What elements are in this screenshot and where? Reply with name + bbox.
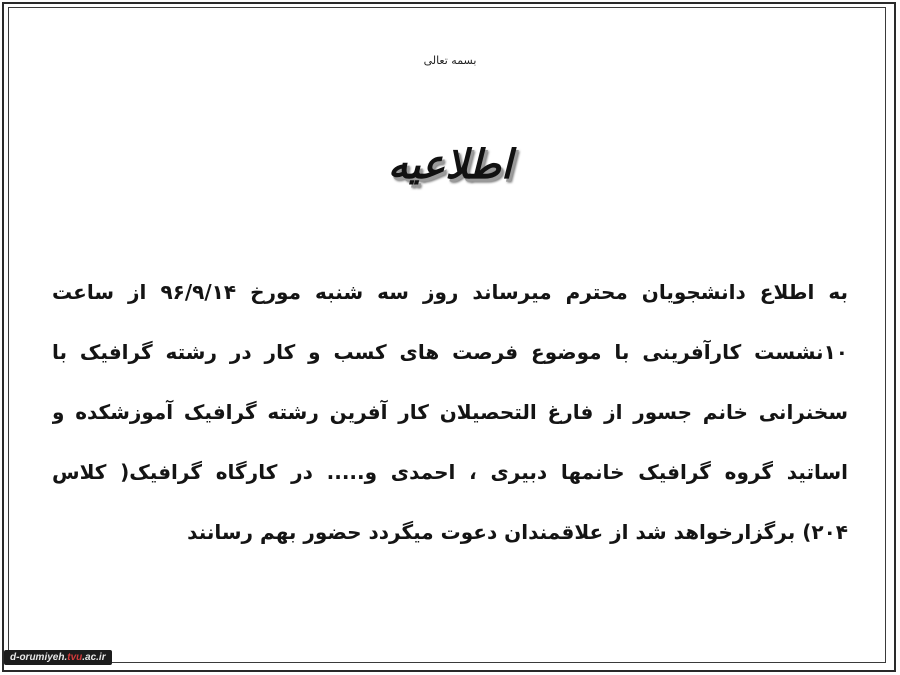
body-line-1: به اطلاع دانشجویان محترم میرساند روز سه شنبه مورخ ۹۶/۹/۱۴ از ساعت — [52, 280, 848, 304]
announcement-body — [52, 262, 848, 562]
watermark-suffix: .ac.ir — [82, 652, 106, 663]
body-line-5: ۲۰۴) برگزارخواهد شد از علاقمندان دعوت میگردد حضور بهم رسانند — [187, 520, 848, 544]
watermark-prefix: d-orumiyeh. — [10, 652, 68, 663]
body-line-2: ۱۰نشست کارآفرینی با موضوع فرصت های کسب و کار در رشته گرافیک با — [52, 340, 848, 364]
document-title: اطلاعیه — [387, 142, 513, 188]
site-watermark — [4, 650, 112, 665]
watermark-accent: tvu — [67, 652, 83, 663]
document-header: بسمه تعالی — [423, 54, 477, 67]
body-line-4: اساتید گروه گرافیک خانمها دبیری ، احمدی و..... در کارگاه گرافیک( کلاس — [52, 460, 848, 484]
body-line-3: سخنرانی خانم جسور از فارغ التحصیلان کار آفرین رشته گرافیک آموزشکده و — [52, 400, 848, 424]
